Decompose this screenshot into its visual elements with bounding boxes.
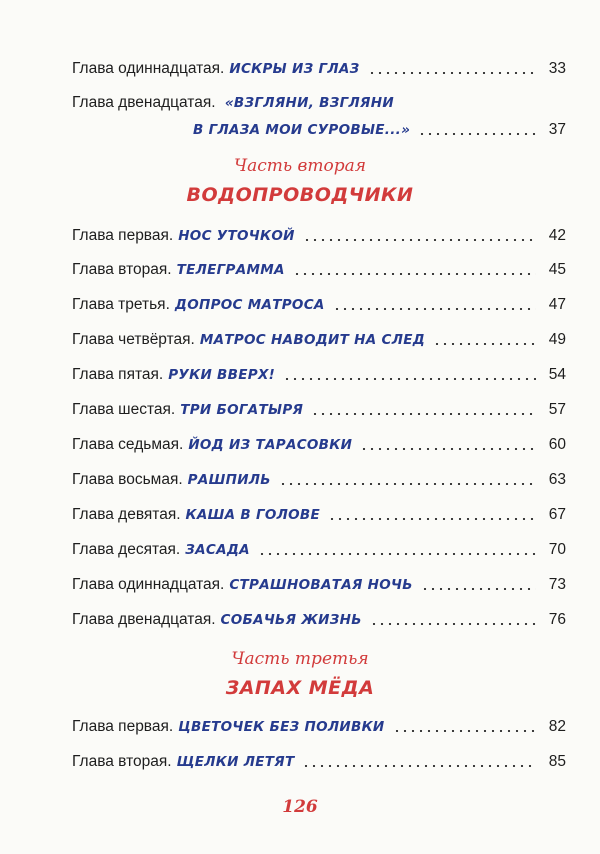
toc-entry[interactable] bbox=[72, 716, 566, 738]
toc-entry[interactable] bbox=[72, 434, 566, 456]
toc-entry[interactable] bbox=[72, 751, 566, 773]
toc-entry[interactable] bbox=[72, 539, 566, 561]
chapter-title-line1: «ВЗГЛЯНИ, ВЗГЛЯНИ bbox=[224, 95, 394, 111]
page-number: 70 bbox=[548, 541, 566, 558]
page-number: 57 bbox=[548, 401, 566, 418]
part-title: ЗАПАХ МЁДА bbox=[225, 677, 375, 699]
toc-entry[interactable] bbox=[72, 399, 566, 421]
chapter-prefix: Глава седьмая. bbox=[72, 436, 184, 453]
chapter-title: НОС УТОЧКОЙ bbox=[178, 228, 295, 244]
toc-entry[interactable] bbox=[72, 504, 566, 526]
chapter-title: ТЕЛЕГРАММА bbox=[176, 262, 285, 278]
dot-leader bbox=[418, 133, 536, 135]
chapter-title-line2: В ГЛАЗА МОИ СУРОВЫЕ...» bbox=[193, 122, 411, 138]
chapter-title: РУКИ ВВЕРХ! bbox=[168, 367, 276, 383]
chapter-prefix: Глава девятая. bbox=[72, 506, 181, 523]
toc-entry[interactable] bbox=[72, 259, 566, 281]
part-label: Часть вторая bbox=[233, 156, 367, 176]
chapter-prefix: Глава десятая. bbox=[72, 541, 181, 558]
page-number: 67 bbox=[548, 506, 566, 523]
page-number: 49 bbox=[548, 331, 566, 348]
chapter-prefix: Глава пятая. bbox=[72, 366, 164, 383]
toc-entry-two-line[interactable] bbox=[72, 92, 566, 141]
chapter-title: ЦВЕТОЧЕК БЕЗ ПОЛИВКИ bbox=[178, 719, 385, 735]
chapter-title: КАША В ГОЛОВЕ bbox=[185, 507, 321, 523]
page-folio: 126 bbox=[282, 797, 318, 817]
chapter-title: СОБАЧЬЯ ЖИЗНЬ bbox=[220, 612, 362, 628]
chapter-prefix: Глава третья. bbox=[72, 296, 170, 313]
dot-leader bbox=[368, 72, 536, 74]
page-number: 85 bbox=[548, 753, 566, 770]
dot-leader bbox=[302, 765, 536, 767]
page-number: 33 bbox=[548, 60, 566, 77]
chapter-prefix: Глава восьмая. bbox=[72, 471, 183, 488]
part-label: Часть третья bbox=[231, 649, 369, 669]
page-number: 76 bbox=[548, 611, 566, 628]
toc-entry[interactable] bbox=[72, 329, 566, 351]
page-number: 37 bbox=[548, 121, 566, 138]
dot-leader bbox=[283, 378, 536, 380]
chapter-title: ИСКРЫ ИЗ ГЛАЗ bbox=[229, 61, 360, 77]
chapter-title: СТРАШНОВАТАЯ НОЧЬ bbox=[229, 577, 413, 593]
chapter-title: ЩЕЛКИ ЛЕТЯТ bbox=[176, 754, 295, 770]
chapter-prefix: Глава шестая. bbox=[72, 401, 176, 418]
chapter-title: ТРИ БОГАТЫРЯ bbox=[180, 402, 304, 418]
dot-leader bbox=[258, 553, 536, 555]
chapter-title: МАТРОС НАВОДИТ НА СЛЕД bbox=[199, 332, 426, 348]
chapter-prefix: Глава вторая. bbox=[72, 261, 172, 278]
dot-leader bbox=[293, 273, 536, 275]
dot-leader bbox=[311, 413, 536, 415]
toc-entry[interactable] bbox=[72, 574, 566, 596]
part-title: ВОДОПРОВОДЧИКИ bbox=[186, 184, 414, 206]
page-number: 47 bbox=[548, 296, 566, 313]
page-number: 54 bbox=[548, 366, 566, 383]
page-number: 42 bbox=[548, 227, 566, 244]
chapter-prefix: Глава первая. bbox=[72, 718, 174, 735]
toc-entry[interactable] bbox=[72, 609, 566, 631]
chapter-title: РАШПИЛЬ bbox=[187, 472, 271, 488]
dot-leader bbox=[360, 448, 536, 450]
dot-leader bbox=[333, 308, 536, 310]
chapter-prefix: Глава первая. bbox=[72, 227, 174, 244]
toc-entry[interactable] bbox=[72, 469, 566, 491]
chapter-prefix: Глава двенадцатая. bbox=[72, 94, 216, 111]
dot-leader bbox=[421, 588, 536, 590]
chapter-prefix: Глава четвёртая. bbox=[72, 331, 195, 348]
dot-leader bbox=[303, 239, 536, 241]
toc-entry[interactable] bbox=[72, 294, 566, 316]
dot-leader bbox=[393, 730, 536, 732]
chapter-prefix: Глава вторая. bbox=[72, 753, 172, 770]
page-number: 82 bbox=[548, 718, 566, 735]
chapter-title: ДОПРОС МАТРОСА bbox=[174, 297, 325, 313]
chapter-title: ЗАСАДА bbox=[185, 542, 250, 558]
dot-leader bbox=[328, 518, 536, 520]
toc-entry[interactable] bbox=[72, 58, 566, 80]
page-number: 60 bbox=[548, 436, 566, 453]
chapter-title: ЙОД ИЗ ТАРАСОВКИ bbox=[188, 437, 353, 453]
page-number: 63 bbox=[548, 471, 566, 488]
dot-leader bbox=[370, 623, 536, 625]
toc-entry[interactable] bbox=[72, 364, 566, 386]
chapter-prefix: Глава одиннадцатая. bbox=[72, 576, 225, 593]
toc-entry[interactable] bbox=[72, 225, 566, 247]
chapter-prefix: Глава одиннадцатая. bbox=[72, 60, 225, 77]
page-number: 45 bbox=[548, 261, 566, 278]
dot-leader bbox=[433, 343, 536, 345]
page-number: 73 bbox=[548, 576, 566, 593]
dot-leader bbox=[279, 483, 536, 485]
chapter-prefix: Глава двенадцатая. bbox=[72, 611, 216, 628]
